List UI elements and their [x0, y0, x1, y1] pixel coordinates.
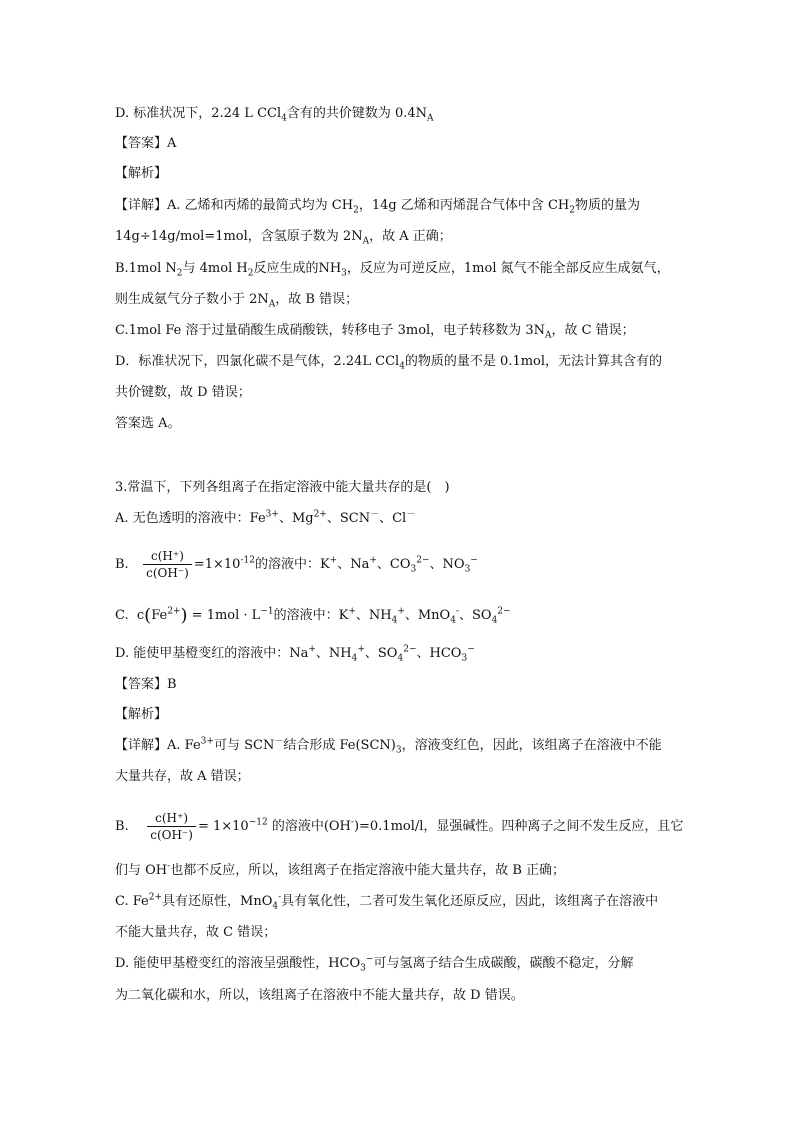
q3-detail-line-7: D. 能使甲基橙变红的溶液呈强酸性，$HCO_3^-$可与氢离子结合生成碳酸，碳酸不稳定，分解 [115, 954, 634, 974]
q3-option-c: C. $c(Fe^{2+}) = 1mol \cdot L^{-1}$的溶液中：K+、$NH_4^+$、MnO$_4$-、$SO_4^{2-}$ [115, 605, 511, 626]
ratio-fraction: $\frac{c(H^+)}{c(OH^-)}$ [143, 548, 192, 581]
q2-analysis-label: 【解析】 [115, 166, 168, 181]
q3-option-d: D. 能使甲基橙变红的溶液中：Na+、$NH_4^+$、$SO_4^{2-}$、$HCO_3^-$ [115, 644, 475, 664]
q2-option-d: D. 标准状况下，2.24 L CCl$_4$含有的共价键数为 $0.4N_A$ [115, 106, 434, 124]
q3-detail-line-3: B. $\frac{c(H^+)}{c(OH^-)}$ = $1\times 10^{-12}$ 的溶液中(OH-)=0.1mol/l，显强碱性。四种离子之间不发生反应，且它 [115, 811, 684, 842]
q2-detail-line-2: 14g÷14g/mol=1mol，含氢原子数为 $2N_A$，故 A 正确； [115, 229, 452, 247]
q2-answer: 【答案】A [115, 136, 177, 151]
q3-answer: 【答案】B [115, 677, 177, 692]
q3-option-a: A. 无色透明的溶液中：$Fe^{3+}$、$Mg^{2+}$、SCN－、Cl－ [115, 509, 416, 526]
q3-analysis-label: 【解析】 [115, 707, 168, 722]
q3-detail-line-4: 们与 OH-也都不反应，所以，该组离子在指定溶液中能大量共存，故 B 正确； [115, 861, 566, 878]
q2-detail-line-3: B.1mol $N_2$与 4mol $H_2$反应生成的$NH_3$，反应为可逆反应，1mol 氮气不能全部反应生成氨气， [115, 261, 670, 279]
q3-option-b: B. $\frac{c(H^+)}{c(OH^-)}$ $=1\times 10^{-12}$的溶液中：K+、Na+、$CO_3^{2-}$、$NO_3^-$ [115, 549, 478, 580]
q2-detail-line-5: C.1mol Fe 溶于过量硝酸生成硝酸铁，转移电子 3mol，电子转移数为 $3N_A$，故 C 错误； [115, 323, 635, 341]
q3-detail-line-8: 为二氧化碳和水，所以，该组离子在溶液中不能大量共存，故 D 错误。 [115, 988, 524, 1003]
q3-detail-line-2: 大量共存，故 A 错误； [115, 769, 250, 784]
q2-final-answer: 答案选 A。 [115, 416, 181, 431]
q3-detail-line-1: 【详解】A. $Fe^{3+}$可与 SCN－结合形成 $Fe(SCN)_3$，溶液变红色，因此，该组离子在溶液中不能 [115, 736, 662, 756]
ratio-fraction-detail: $\frac{c(H^+)}{c(OH^-)}$ [147, 810, 196, 843]
q2-detail-line-1: 【详解】A. 乙烯和丙烯的最简式均为 $CH_2$，14g 乙烯和丙烯混合气体中含 $CH_2$物质的量为 [115, 198, 640, 216]
q3-detail-line-5: C. $Fe^{2+}$具有还原性，MnO$_4$-具有氧化性，二者可发生氧化还原反应，因此，该组离子在溶液中 [115, 892, 659, 912]
q2-detail-line-7: 共价键数，故 D 错误； [115, 385, 251, 400]
q3-detail-line-6: 不能大量共存，故 C 错误； [115, 925, 277, 940]
q2-detail-line-6: D．标准状况下，四氯化碳不是气体，2.24L CCl$_4$的物质的量不是 0.1mol，无法计算其含有的 [115, 354, 663, 372]
q3-stem: 3.常温下，下列各组离子在指定溶液中能大量共存的是( ) [115, 480, 450, 495]
q2-detail-line-4: 则生成氨气分子数小于 $2N_A$，故 B 错误； [115, 292, 359, 310]
